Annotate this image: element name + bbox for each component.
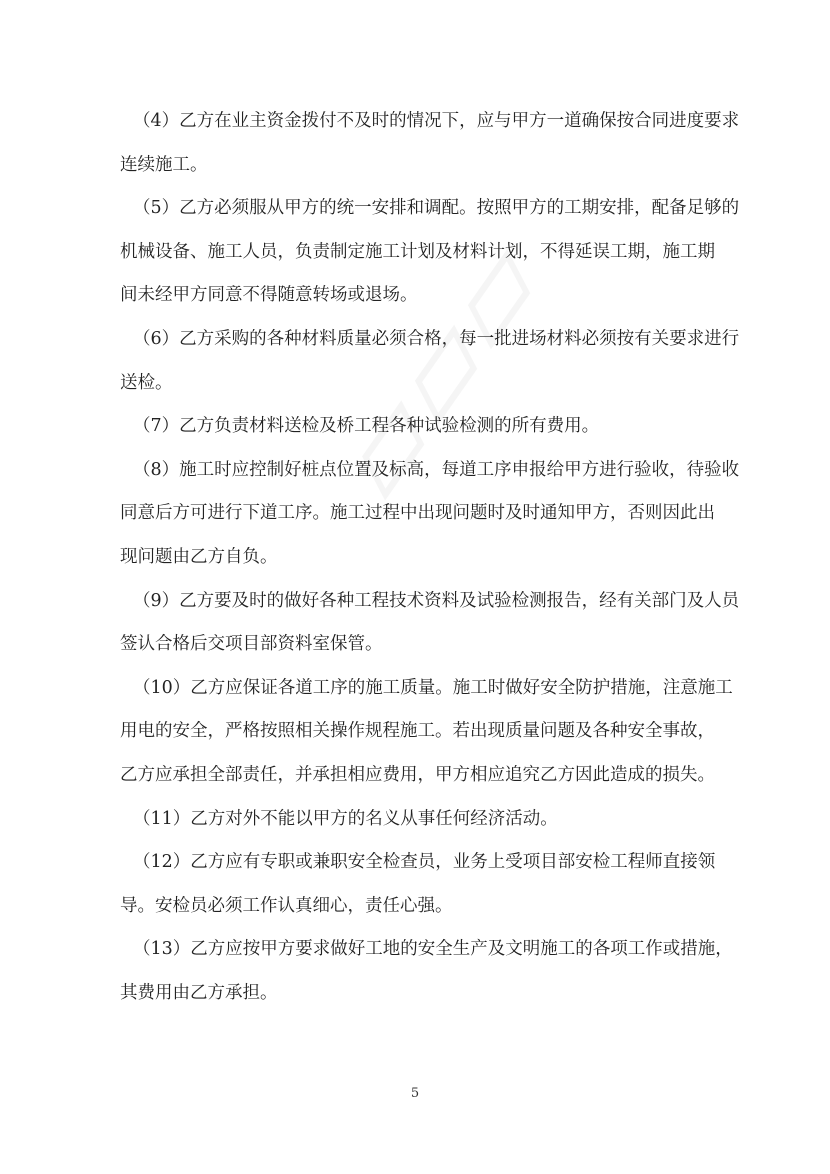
paragraph-line: （9）乙方要及时的做好各种工程技术资料及试验检测报告，经有关部门及人员 <box>133 590 740 611</box>
paragraph-line: （4）乙方在业主资金拨付不及时的情况下，应与甲方一道确保按合同进度要求 <box>133 111 740 131</box>
paragraph-line: （11）乙方对外不能以甲方的名义从事任何经济活动。 <box>133 808 558 829</box>
paragraph <box>120 667 733 798</box>
paragraph-line: 现问题由乙方自负。 <box>120 546 278 567</box>
paragraph-line: （5）乙方必须服从甲方的统一安排和调配。按照甲方的工期安排，配备足够的 <box>133 198 740 219</box>
paragraph-line: 连续施工。 <box>120 154 208 175</box>
paragraph <box>120 798 720 842</box>
paragraph-line: （6）乙方采购的各种材料质量必须合格，每一批进场材料必须按有关要求进行 <box>133 328 740 349</box>
paragraph-line: 导。安检员必须工作认真细心，责任心强。 <box>120 895 453 916</box>
paragraph-line: 用电的安全，严格按照相关操作规程施工。若出现质量问题及各种安全事故， <box>120 721 715 742</box>
paragraph <box>120 187 740 318</box>
paragraph-line: （8）施工时应控制好桩点位置及标高，每道工序申报给甲方进行验收，待验收 <box>133 459 740 480</box>
paragraph-line: （7）乙方负责材料送检及桥工程各种试验检测的所有费用。 <box>133 416 600 437</box>
paragraph <box>120 580 740 667</box>
paragraph <box>120 841 720 928</box>
paragraph-line: 其费用由乙方承担。 <box>120 982 278 1003</box>
paragraph-line: 机械设备、施工人员，负责制定施工计划及材料计划，不得延误工期，施工期 <box>120 241 715 262</box>
paragraph-line: 间未经甲方同意不得随意转场或退场。 <box>120 285 418 306</box>
paragraph <box>120 449 740 580</box>
paragraph-line: 签认合格后交项目部资料室保管。 <box>120 634 383 655</box>
paragraph <box>120 318 740 405</box>
paragraph <box>120 928 733 1015</box>
document-body <box>120 100 740 1015</box>
paragraph-line: 乙方应承担全部责任，并承担相应费用，甲方相应追究乙方因此造成的损失。 <box>120 764 715 785</box>
paragraph-line: 送检。 <box>120 372 173 393</box>
paragraph-line: （10）乙方应保证各道工序的施工质量。施工时做好安全防护措施，注意施工 <box>133 677 733 698</box>
paragraph <box>120 100 740 187</box>
paragraph-line: （12）乙方应有专职或兼职安全检查员，业务上受项目部安检工程师直接领 <box>133 852 716 873</box>
paragraph-line: （13）乙方应按甲方要求做好工地的安全生产及文明施工的各项工作或措施， <box>133 939 733 960</box>
page-number: 5 <box>410 1086 420 1101</box>
paragraph <box>120 405 720 449</box>
paragraph-line: 同意后方可进行下道工序。施工过程中出现问题时及时通知甲方，否则因此出 <box>120 503 715 524</box>
